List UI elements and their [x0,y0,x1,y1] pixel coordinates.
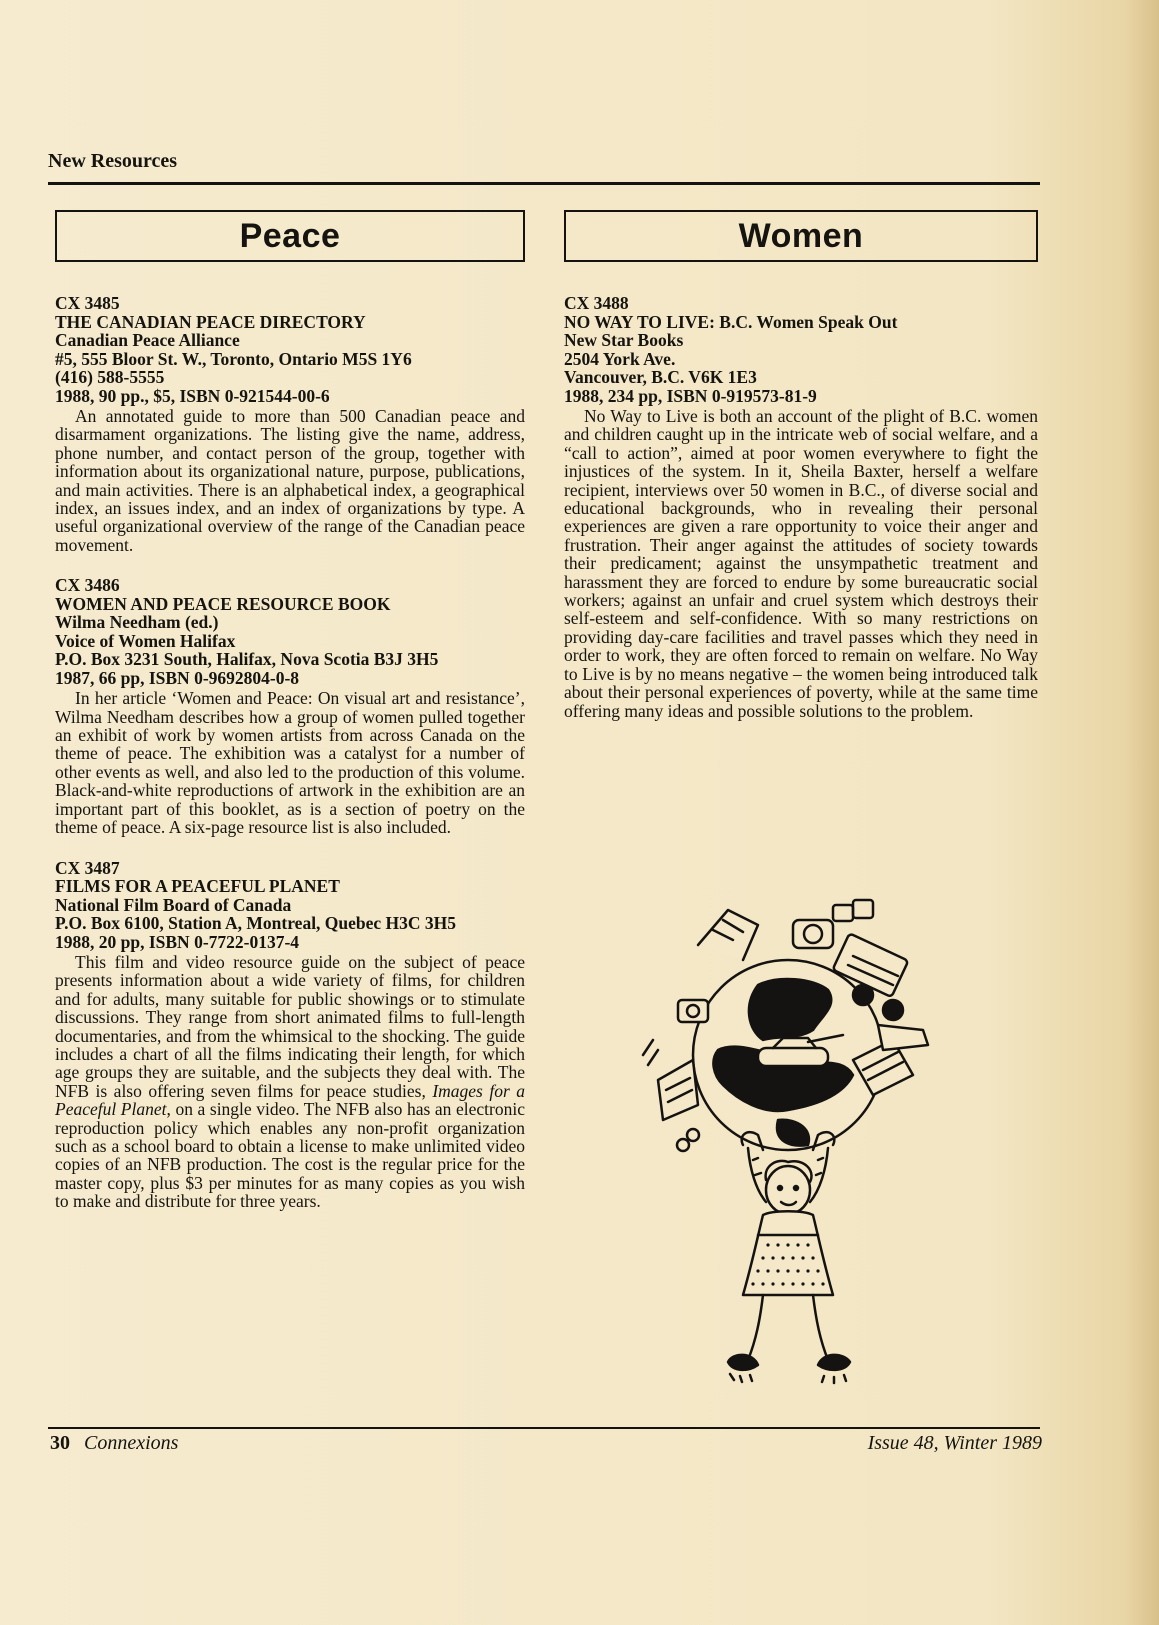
resource-publisher: Canadian Peace Alliance [55,330,240,350]
resource-entry [55,859,525,1211]
peace-title-box [55,210,525,262]
header-rule [48,182,1040,185]
woman-carrying-world-illustration [638,890,938,1400]
resource-description: An annotated guide to more than 500 Canadian peace and disarmament organizations. The listing give the name, address, phone number, and contact person of the group, together with information about its organizational nature, purpose, publications, and main activities. There is an alphabetical index, a geographical index, an issues index, and an index of organizations by type. A useful organizational overview of the range of the Canadian peace movement. [55,406,525,555]
resource-entry [55,576,525,836]
resource-address: P.O. Box 6100, Station A, Montreal, Quebec H3C 3H5 [55,913,457,933]
resource-address: Vancouver, B.C. V6K 1E3 [564,367,757,387]
resource-code: CX 3486 [55,575,120,596]
resource-description: In her article ‘Women and Peace: On visual art and resistance’, Wilma Needham describes how a group of women pulled together an exhibit of work by women artists from across Canada on the theme of peace. The exhibition was a catalyst for a number of other events as well, and also led to the production of this volume. Black-and-white reproductions of artwork in the exhibition are an important part of this booklet, as is a section of poetry on the theme of peace. A six-page resource list is also included. [55,688,525,838]
resource-details: 1988, 234 pp, ISBN 0-919573-81-9 [564,385,817,406]
resource-publisher: New Star Books [564,330,684,350]
resource-entry [564,294,1038,720]
issue-info: Issue 48, Winter 1989 [867,1432,1042,1454]
video-title: Images for a Peaceful Planet [55,1080,526,1120]
description-text: This film and video resource guide on the subject of peace presents information about a wide variety of films, for children and for adults, many suitable for public showings or to stimulate discussions. They range from short animated films to full-length documentaries, and from the whimsical to the shocking. The guide includes a chart of all the films indicating their length, for which age groups they are suitable, and the subjects they deal with. The NFB is also offering seven films for peace studies, [55,952,525,1101]
resource-description: No Way to Live is both an account of the plight of B.C. women and children caught up in the intricate web of social welfare, and a “call to action”, aimed at poor women everywhere to fight the injustices of the system. In it, Sheila Baxter, herself a welfare recipient, interviews over 50 women in B.C., of diverse social and educational backgrounds, who in revealing their personal experiences are given a rare opportunity to voice their anger and frustration. Their anger against the attitudes of society towards their predicament; against the unsympathetic treatment and harassment they are forced to endure by some bureaucratic social workers; against an unfair and cruel system which destroys their self-esteem and self-confidence. With so many restrictions on providing day-care facilities and travel passes which they need in order to work, they are often forced to remain on welfare. No Way to Live is by no means negative – the women being introduced talk about their personal experiences of poverty, while at the same time offering many ideas and possible solutions to the problem. [564,406,1038,721]
women-title-box [564,210,1038,262]
column-title: Women [738,216,864,255]
resource-title: FILMS FOR A PEACEFUL PLANET [55,876,340,896]
resource-address: 2504 York Ave. [564,348,676,369]
resource-code: CX 3488 [564,293,629,313]
description-text: , on a single video. The NFB also has an electronic reproduction policy which enables any non-profit organization such as a school board to obtain a license to make unlimited video copies of an NFB production. The cost is the regular price for the master copy, plus $3 per minutes for as many copies as you wish to make and distribute for three years. [55,1099,525,1212]
resource-code: CX 3485 [55,293,120,313]
footer-rule [48,1427,1040,1429]
resource-details: 1988, 20 pp, ISBN 0-7722-0137-4 [55,931,300,952]
resource-details: 1988, 90 pp., $5, ISBN 0-921544-00-6 [55,385,330,406]
page-number: 30 [50,1432,70,1454]
magazine-name: Connexions [84,1432,179,1454]
resource-entry [55,294,525,554]
resource-title: WOMEN AND PEACE RESOURCE BOOK [55,593,391,614]
resource-description [55,953,525,1211]
resource-title: THE CANADIAN PEACE DIRECTORY [55,311,366,332]
resource-address: #5, 555 Bloor St. W., Toronto, Ontario M5S 1Y6 [55,348,412,369]
footer-left [50,1432,178,1455]
women-column [564,210,1038,742]
resource-publisher: National Film Board of Canada [55,894,292,915]
column-title: Peace [239,216,341,255]
resource-author: Wilma Needham (ed.) [55,612,219,633]
section-header: New Resources [48,150,178,172]
peace-column [55,210,525,1233]
resource-phone: (416) 588-5555 [55,367,165,387]
resource-title: NO WAY TO LIVE: B.C. Women Speak Out [564,311,898,332]
resource-code: CX 3487 [55,857,120,878]
resource-details: 1987, 66 pp, ISBN 0-9692804-0-8 [55,667,300,688]
resource-publisher: Voice of Women Halifax [55,630,236,651]
resource-address: P.O. Box 3231 South, Halifax, Nova Scotia B3J 3H5 [55,649,439,670]
